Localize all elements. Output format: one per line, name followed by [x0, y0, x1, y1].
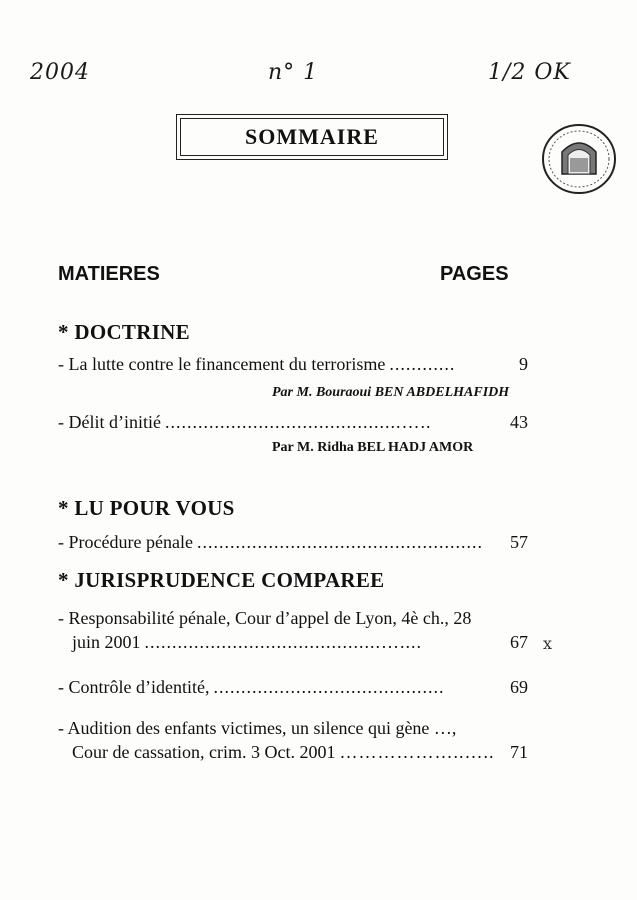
page-number: 43	[510, 412, 528, 432]
handwritten-issue-number: n° 1	[268, 60, 319, 85]
leader-dots: ..........................................	[213, 677, 445, 697]
leader-dots: ………………..…..	[339, 742, 495, 762]
entry-title: - La lutte contre le financement du terrorisme	[58, 354, 386, 374]
leader-dots: ............	[389, 354, 456, 374]
toc-entry	[58, 606, 528, 654]
leader-dots: ...........................................…....	[144, 632, 423, 652]
column-header-matieres: MATIERES	[58, 263, 160, 285]
section-lu-pour-vous: * LU POUR VOUS	[58, 496, 235, 520]
handwritten-year: 2004	[30, 60, 90, 85]
page-number: 9	[519, 354, 528, 374]
toc-entry	[58, 716, 528, 764]
entry-title: - Procédure pénale	[58, 532, 193, 552]
section-doctrine: * DOCTRINE	[58, 320, 190, 344]
toc-entry	[58, 530, 528, 554]
entry-title: - Délit d’initié	[58, 412, 161, 432]
page-number: 71	[510, 742, 528, 762]
stamp-seal-icon	[540, 122, 618, 196]
entry-author: Par M. Bouraoui BEN ABDELHAFIDH	[272, 385, 510, 400]
section-jurisprudence-comparee: * JURISPRUDENCE COMPAREE	[58, 568, 385, 592]
toc-entry	[58, 410, 528, 434]
entry-title: - Contrôle d’identité,	[58, 677, 210, 697]
entry-title-continued: juin 2001	[72, 632, 141, 652]
page-title: SOMMAIRE	[245, 124, 379, 149]
title-box	[176, 114, 448, 160]
entry-title: - Audition des enfants victimes, un silence qui gène …,	[58, 718, 457, 738]
handwritten-note: 1/2 OK	[488, 60, 571, 85]
margin-mark: ⅹ	[543, 636, 553, 653]
toc-entry	[58, 675, 528, 699]
leader-dots: ....................................................	[196, 532, 483, 552]
entry-author: Par M. Ridha BEL HADJ AMOR	[272, 440, 474, 455]
toc-entry	[58, 352, 528, 376]
page-number: 69	[510, 677, 528, 697]
page-number: 67	[510, 632, 528, 652]
entry-title: - Responsabilité pénale, Cour d’appel de Lyon, 4è ch., 28	[58, 608, 472, 628]
entry-title-continued: Cour de cassation, crim. 3 Oct. 2001	[72, 742, 336, 762]
column-header-pages: PAGES	[440, 263, 509, 285]
page-number: 57	[510, 532, 528, 552]
leader-dots: ...........................................…..	[164, 412, 432, 432]
